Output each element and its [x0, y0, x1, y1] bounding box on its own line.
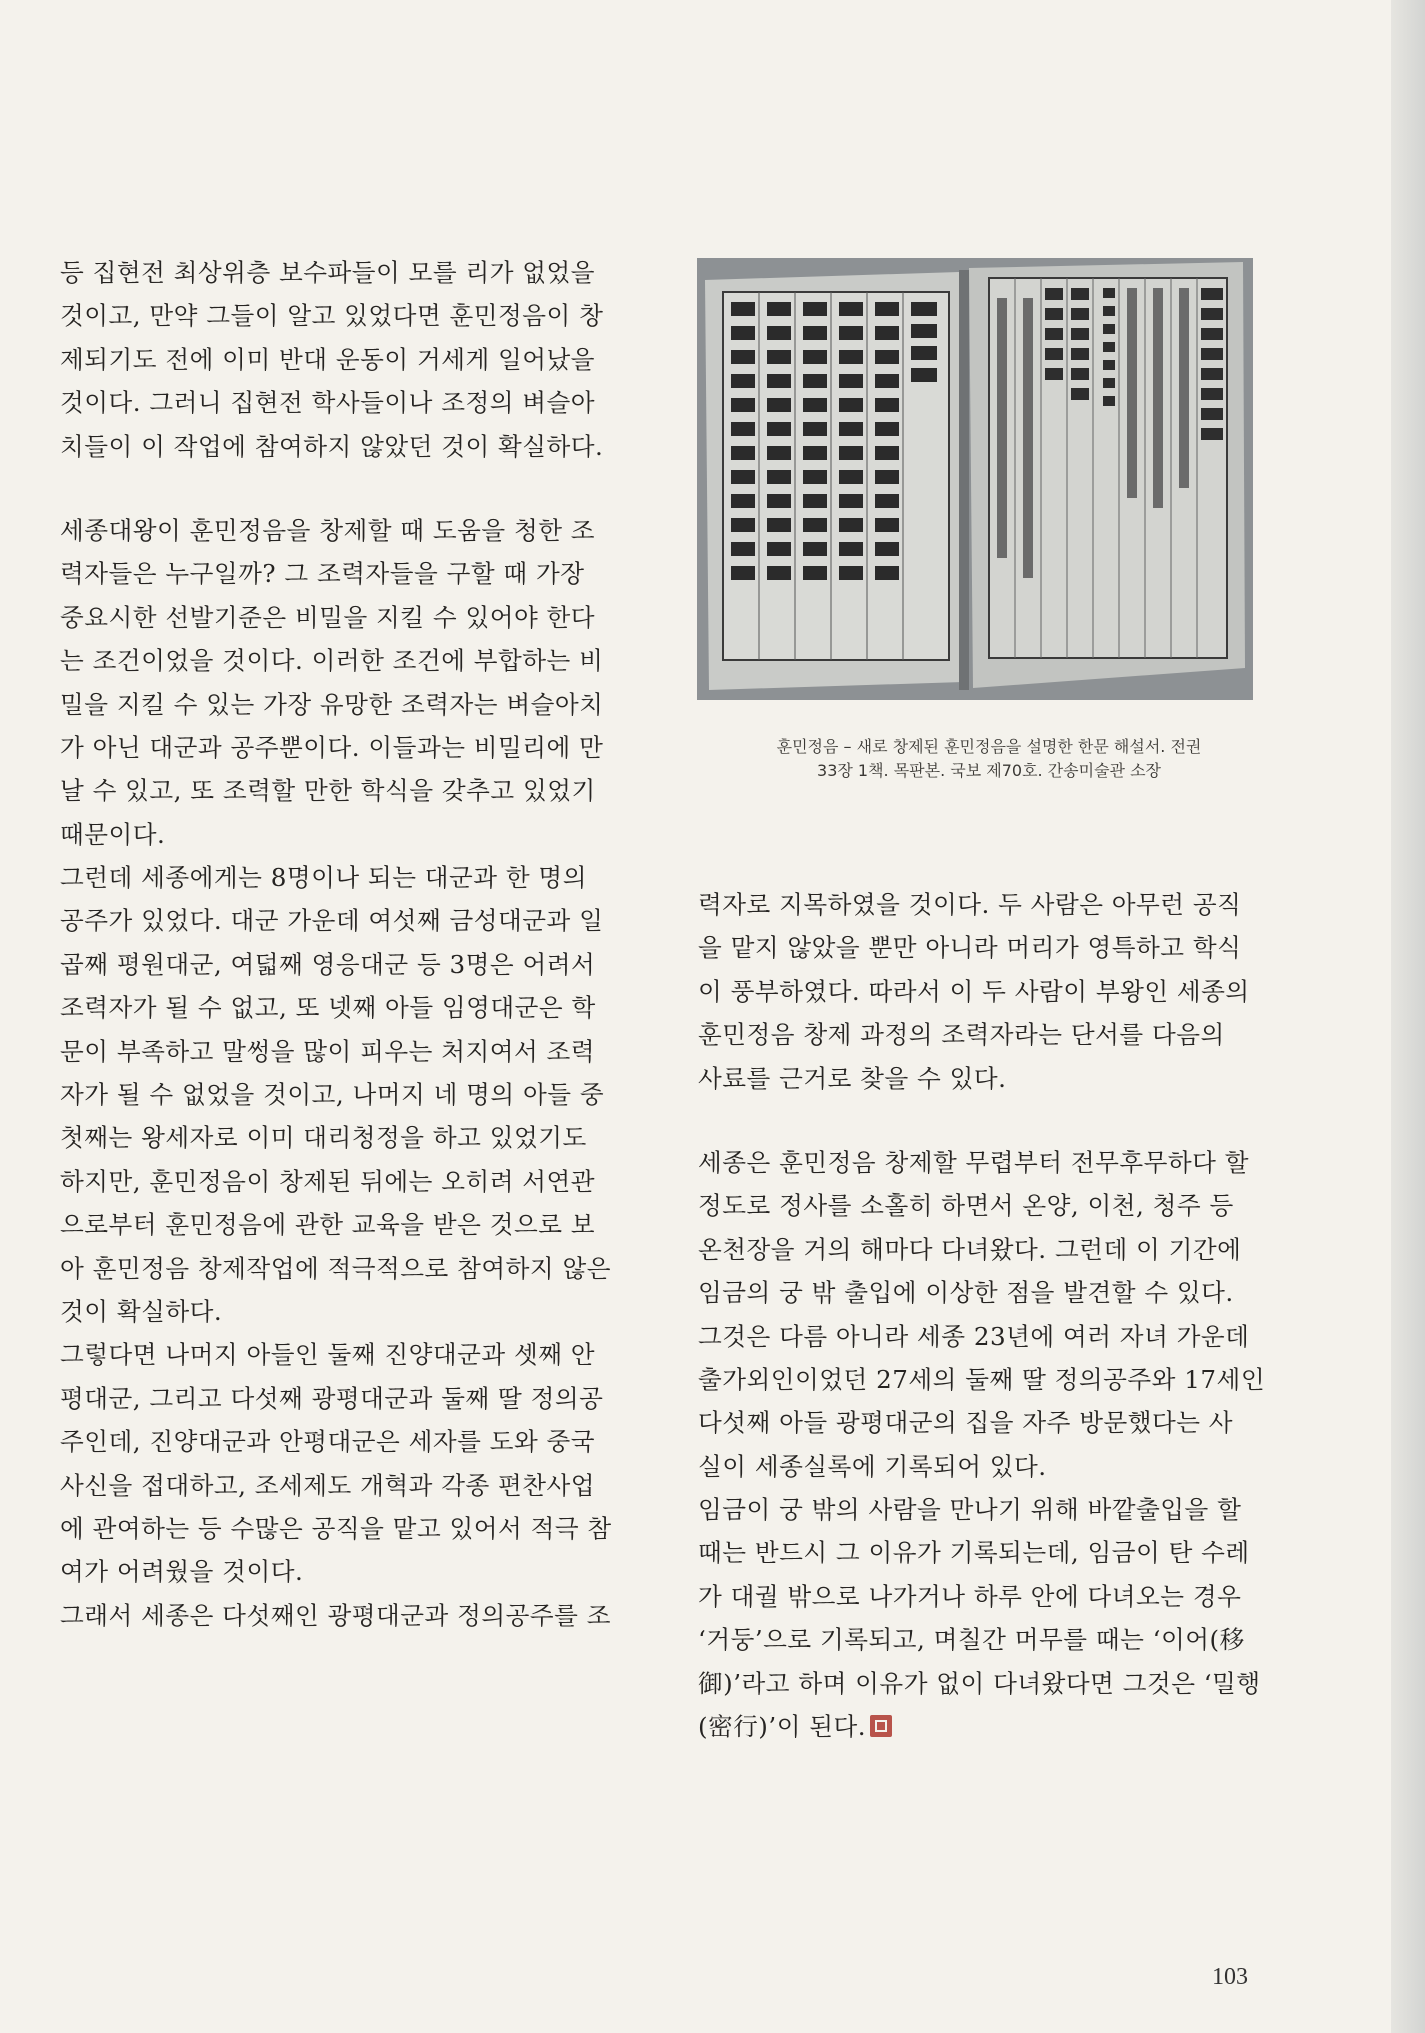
text-line: 것이 확실하다.: [60, 1296, 223, 1326]
page-binding-shadow: [1391, 0, 1425, 2033]
text-line-content: (密行)’이 된다.: [698, 1712, 867, 1742]
text-line: 으로부터 훈민정음에 관한 교육을 받은 것으로 보: [60, 1210, 596, 1240]
text-line: 가 대궐 밖으로 나가거나 하루 안에 다녀오는 경우: [698, 1581, 1242, 1611]
text-line: 문이 부족하고 말썽을 많이 피우는 처지여서 조력: [60, 1036, 596, 1066]
text-line: 이 풍부하였다. 따라서 이 두 사람이 부왕인 세종의: [698, 976, 1250, 1006]
text-line: 조력자가 될 수 없고, 또 넷째 아들 임영대군은 학: [60, 993, 596, 1023]
paragraph: [698, 883, 1268, 1100]
text-line: 실이 세종실록에 기록되어 있다.: [698, 1451, 1047, 1481]
text-line: 것이고, 만약 그들이 알고 있었다면 훈민정음이 창: [60, 301, 604, 331]
paragraph: [60, 251, 630, 468]
text-line: 임금의 궁 밖 출입에 이상한 점을 발견할 수 있다.: [698, 1278, 1234, 1308]
text-line: 정도로 정사를 소홀히 하면서 온양, 이천, 청주 등: [698, 1191, 1234, 1221]
text-line: 력자로 지목하였을 것이다. 두 사람은 아무런 공직: [698, 890, 1242, 919]
text-line: 자가 될 수 없었을 것이고, 나머지 네 명의 아들 중: [60, 1080, 605, 1110]
text-line: 세종대왕이 훈민정음을 창제할 때 도움을 청한 조: [60, 515, 596, 545]
paragraph: [698, 1141, 1268, 1488]
text-line: 밀을 지킬 수 있는 가장 유망한 조력자는 벼슬아치: [60, 689, 604, 719]
text-line: 그렇다면 나머지 아들인 둘째 진양대군과 셋째 안: [60, 1340, 596, 1370]
text-line: 온천장을 거의 해마다 다녀왔다. 그런데 이 기간에: [698, 1234, 1242, 1264]
text-line: 아 훈민정음 창제작업에 적극적으로 참여하지 않은: [60, 1253, 611, 1283]
text-line: 첫째는 왕세자로 이미 대리청정을 하고 있었기도: [60, 1123, 587, 1153]
text-line: 날 수 있고, 또 조력할 만한 학식을 갖추고 있었기: [60, 776, 596, 806]
page-number: 103: [1212, 1964, 1248, 1990]
text-line: 공주가 있었다. 대군 가운데 여섯째 금성대군과 일: [60, 906, 604, 936]
hunminjeongeum-book-photo: [697, 258, 1253, 700]
paragraph-gap: [60, 468, 630, 509]
text-line: 에 관여하는 등 수많은 공직을 맡고 있어서 적극 참: [60, 1513, 612, 1543]
text-line: 치들이 이 작업에 참여하지 않았던 것이 확실하다.: [60, 431, 604, 461]
text-line: 훈민정음 창제 과정의 조력자라는 단서를 다음의: [698, 1020, 1225, 1050]
text-line: [698, 1705, 1268, 1748]
text-line: 가 아닌 대군과 공주뿐이다. 이들과는 비밀리에 만: [60, 732, 604, 762]
text-line: 는 조건이었을 것이다. 이러한 조건에 부합하는 비: [60, 646, 604, 676]
text-line: 다섯째 아들 광평대군의 집을 자주 방문했다는 사: [698, 1408, 1234, 1438]
text-line: 여가 어려웠을 것이다.: [60, 1557, 304, 1587]
text-line: 세종은 훈민정음 창제할 무렵부터 전무후무하다 할: [698, 1147, 1249, 1177]
book-illustration: [697, 258, 1253, 700]
text-line: 제되기도 전에 이미 반대 운동이 거세게 일어났을: [60, 344, 596, 374]
text-line: 사료를 근거로 찾을 수 있다.: [698, 1063, 1007, 1093]
text-line: 사신을 접대하고, 조세제도 개혁과 각종 편찬사업: [60, 1470, 596, 1500]
text-line: 그것은 다름 아니라 세종 23년에 여러 자녀 가운데: [698, 1321, 1250, 1351]
text-line: 그런데 세종에게는 8명이나 되는 대군과 한 명의: [60, 863, 587, 893]
text-line: 주인데, 진양대군과 안평대군은 세자를 도와 중국: [60, 1427, 596, 1457]
text-line: 御)’라고 하며 이유가 없이 다녀왔다면 그것은 ‘밀행: [698, 1668, 1261, 1698]
show-through-header: [1116, 136, 1276, 162]
text-line: 을 맡지 않았을 뿐만 아니라 머리가 영특하고 학식: [698, 933, 1242, 963]
paragraph: [60, 1333, 630, 1593]
text-line: 중요시한 선발기준은 비밀을 지킬 수 있어야 한다: [60, 602, 596, 632]
caption-line: 훈민정음 – 새로 창제된 훈민정음을 설명한 한문 해설서. 전권: [776, 737, 1202, 756]
text-line: 출가외인이었던 27세의 둘째 딸 정의공주와 17세인: [698, 1364, 1266, 1394]
caption-line: 33장 1책. 목판본. 국보 제70호. 간송미술관 소장: [817, 761, 1161, 780]
text-line: 그래서 세종은 다섯째인 광평대군과 정의공주를 조: [60, 1600, 611, 1630]
paragraph-gap: [698, 1100, 1268, 1141]
paragraph: [60, 509, 630, 856]
paragraph: [60, 856, 630, 1333]
figure-caption: [729, 735, 1249, 783]
text-line: ‘거둥’으로 기록되고, 며칠간 머무를 때는 ‘이어(移: [698, 1625, 1245, 1655]
text-line: 하지만, 훈민정음이 창제된 뒤에는 오히려 서연관: [60, 1166, 596, 1196]
right-text-column: [698, 883, 1268, 1748]
text-line: 등 집현전 최상위층 보수파들이 모를 리가 없었을: [60, 258, 596, 287]
text-line: 것이다. 그러니 집현전 학사들이나 조정의 벼슬아: [60, 388, 596, 418]
left-text-column: [60, 251, 630, 1637]
text-line: 임금이 궁 밖의 사람을 만나기 위해 바깥출입을 할: [698, 1495, 1242, 1525]
show-through-text: [60, 163, 610, 187]
text-line: 평대군, 그리고 다섯째 광평대군과 둘째 딸 정의공: [60, 1383, 604, 1413]
text-line: 력자들은 누구일까? 그 조력자들을 구할 때 가장: [60, 559, 585, 589]
paragraph: [698, 1488, 1268, 1748]
text-line: 때는 반드시 그 이유가 기록되는데, 임금이 탄 수레: [698, 1538, 1250, 1568]
text-line: 때문이다.: [60, 819, 166, 849]
red-seal-stamp-icon: [870, 1715, 892, 1737]
paragraph: [60, 1594, 630, 1637]
text-line: 곱째 평원대군, 여덟째 영응대군 등 3명은 어려서: [60, 949, 596, 979]
